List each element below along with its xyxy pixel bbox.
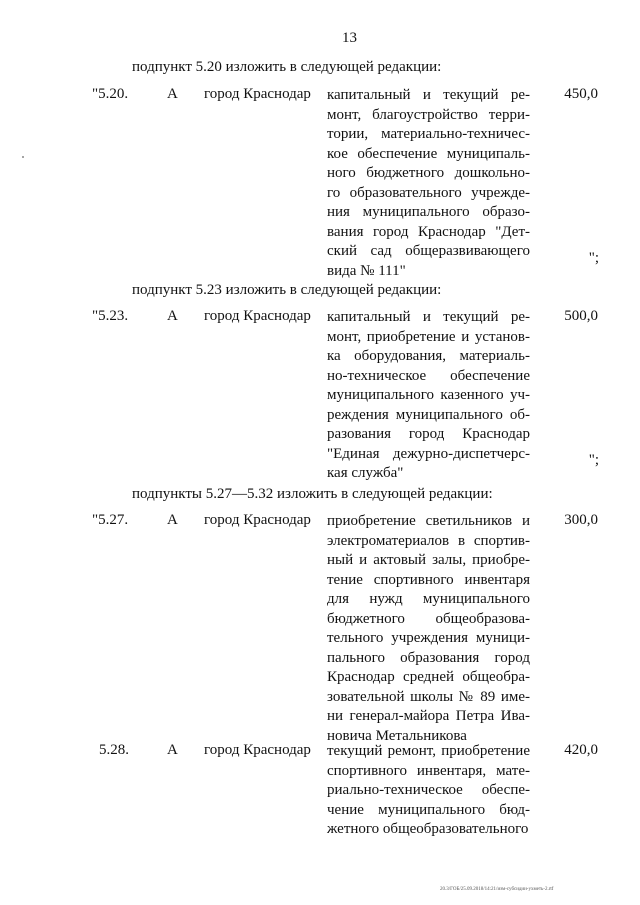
description-line: монт, благоустройство терри- xyxy=(327,106,530,123)
row-amount: 420,0 xyxy=(564,742,598,758)
row-category: А xyxy=(167,512,178,528)
description-line: ни генерал-майора Петра Ива- xyxy=(327,708,530,724)
row-description xyxy=(327,512,530,746)
description-line: но-техническое обеспечение xyxy=(327,367,530,384)
row-city: город Краснодар xyxy=(204,512,311,528)
description-line: тельного учреждения муници- xyxy=(327,630,530,646)
description-line: ка оборудования, материаль- xyxy=(327,348,530,364)
description-line: спортивного инвентаря, мате- xyxy=(327,762,530,779)
description-line: Краснодар средней общеобра- xyxy=(327,669,530,685)
description-line: пального образования город xyxy=(327,649,530,666)
description-line: бюджетного общеобразова- xyxy=(327,610,530,627)
description-line: тение спортивного инвентаря xyxy=(327,571,530,588)
description-line: разования город Краснодар xyxy=(327,426,530,442)
row-closing-quote: "; xyxy=(588,452,599,468)
description-line: монт, приобретение и установ- xyxy=(327,328,530,345)
row-city: город Краснодар xyxy=(204,308,311,324)
description-line: зовательной школы № 89 име- xyxy=(327,688,530,705)
description-line: ного бюджетного дошкольно- xyxy=(327,165,530,181)
section-intro: подпункт 5.20 изложить в следующей редакции: xyxy=(132,59,442,75)
description-line: вида № 111" xyxy=(327,262,406,279)
row-category: А xyxy=(167,86,178,102)
section-intro: подпункт 5.23 изложить в следующей редакции: xyxy=(132,282,442,298)
row-amount: 450,0 xyxy=(564,86,598,102)
description-line: для нужд муниципального xyxy=(327,591,530,607)
description-line: капитальный и текущий ре- xyxy=(327,87,530,103)
margin-dot xyxy=(22,156,24,158)
description-line: кая служба" xyxy=(327,465,404,481)
description-line: новича Метальникова xyxy=(327,727,467,744)
description-line: электроматериалов в спортив- xyxy=(327,532,530,549)
description-line: ный и актовый залы, приобре- xyxy=(327,552,530,568)
footer-file-stamp: 20.3/ГОБ/25.09.2018/14:21/изм-субсидии-ухметь-2.rtf xyxy=(440,887,554,892)
section-intro: подпункты 5.27—5.32 изложить в следующей редакции: xyxy=(132,486,493,502)
description-line: муниципального казенного уч- xyxy=(327,387,530,403)
row-category: А xyxy=(167,742,178,758)
description-line: ния муниципального образо- xyxy=(327,204,530,220)
row-category: А xyxy=(167,308,178,324)
row-city: город Краснодар xyxy=(204,86,311,102)
row-description xyxy=(327,86,530,281)
row-closing-quote: "; xyxy=(588,250,599,266)
description-line: тории, материально-техничес- xyxy=(327,126,530,142)
row-number: "5.20. xyxy=(92,86,129,102)
row-number: "5.23. xyxy=(92,308,129,324)
description-line: риально-техническое обеспе- xyxy=(327,782,530,798)
row-number: "5.27. xyxy=(92,512,129,528)
description-line: кое обеспечение муниципаль- xyxy=(327,145,530,162)
row-amount: 300,0 xyxy=(564,512,598,528)
page-number: 13 xyxy=(342,30,357,46)
row-number: 5.28. xyxy=(99,742,129,758)
description-line: го образовательного учрежде- xyxy=(327,184,530,201)
row-description xyxy=(327,742,530,840)
description-line: жетного общеобразовательного xyxy=(327,821,529,837)
description-line: приобретение светильников и xyxy=(327,513,530,529)
description-line: текущий ремонт, приобретение xyxy=(327,743,530,759)
row-city: город Краснодар xyxy=(204,742,311,758)
description-line: чение муниципального бюд- xyxy=(327,801,530,818)
row-amount: 500,0 xyxy=(564,308,598,324)
description-line: "Единая дежурно-диспетчерс- xyxy=(327,445,530,462)
row-description xyxy=(327,308,530,484)
description-line: ский сад общеразвивающего xyxy=(327,243,530,259)
description-line: капитальный и текущий ре- xyxy=(327,309,530,325)
description-line: вания город Краснодар "Дет- xyxy=(327,223,530,240)
description-line: реждения муниципального об- xyxy=(327,406,530,423)
